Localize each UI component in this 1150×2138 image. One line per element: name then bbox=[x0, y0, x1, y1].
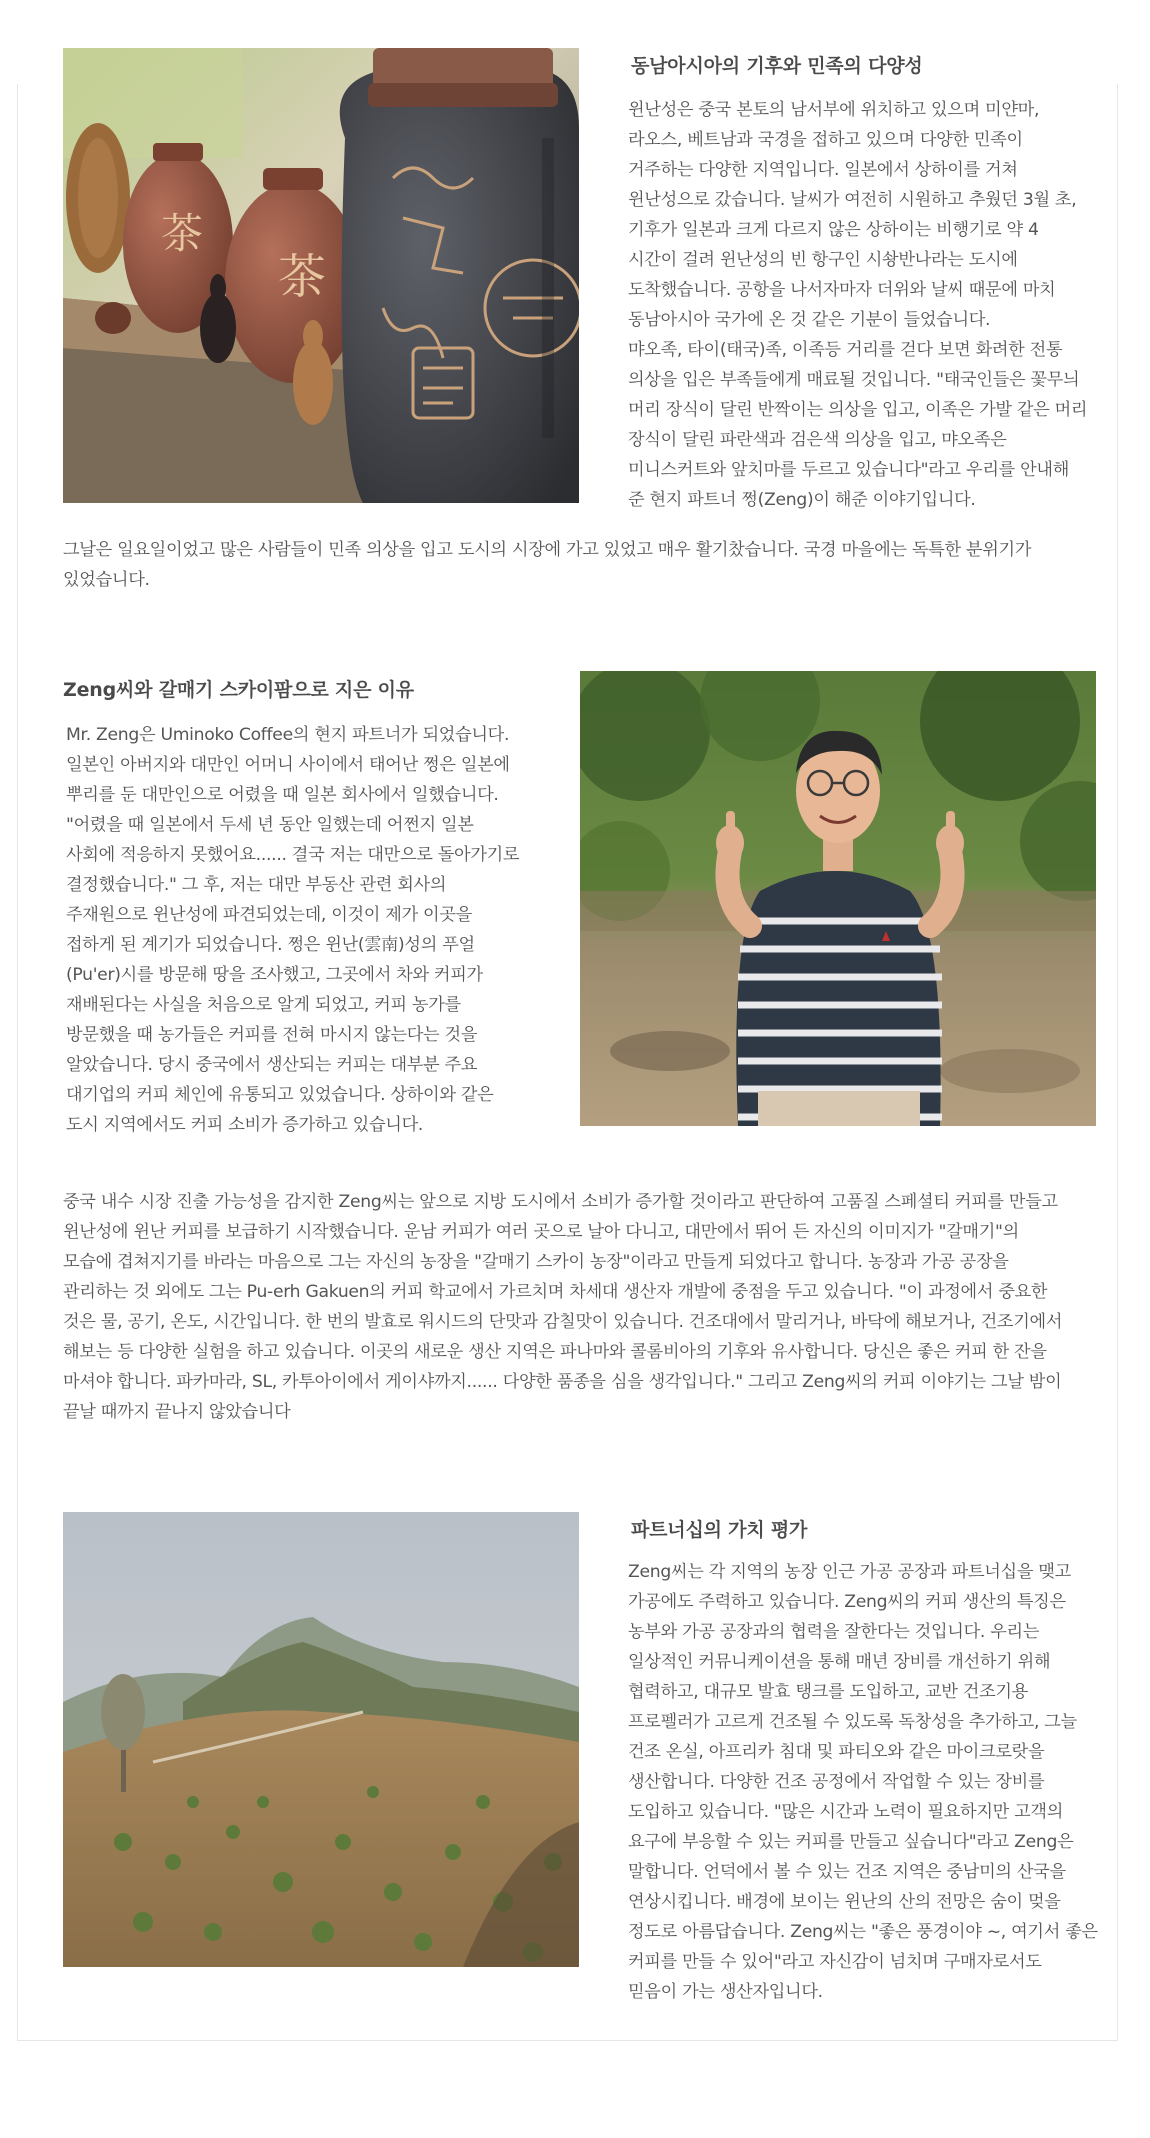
text-line: 생산합니다. 다양한 건조 공정에서 작업할 수 있는 장비를 bbox=[628, 1772, 1045, 1792]
section-1-text bbox=[628, 95, 1087, 515]
text-line: 농부와 가공 공장과의 협력을 잘한다는 것입니다. 우리는 bbox=[628, 1622, 1040, 1642]
text-line: (Pu'er)시를 방문해 땅을 조사했고, 그곳에서 차와 커피가 bbox=[66, 965, 483, 985]
text-line: 가공에도 주력하고 있습니다. Zeng씨의 커피 생산의 특징은 bbox=[628, 1592, 1066, 1612]
text-line: 있었습니다. bbox=[63, 570, 150, 590]
text-line: 말합니다. 언덕에서 볼 수 있는 건조 지역은 중남미의 산국을 bbox=[628, 1862, 1066, 1882]
text-line: 윈난성에 윈난 커피를 보급하기 시작했습니다. 운남 커피가 여러 곳으로 날아 다니고, 대만에서 뛰어 든 자신의 이미지가 "갈매기"의 bbox=[63, 1222, 1019, 1242]
section-3-text bbox=[628, 1557, 1098, 2007]
text-line: 재배된다는 사실을 처음으로 알게 되었고, 커피 농가를 bbox=[66, 995, 461, 1015]
text-line: 중국 내수 시장 진출 가능성을 감지한 Zeng씨는 앞으로 지방 도시에서 소비가 증가할 것이라고 판단하여 고품질 스페셜티 커피를 만들고 bbox=[63, 1192, 1058, 1212]
text-line: 도착했습니다. 공항을 나서자마자 더위와 날씨 때문에 마치 bbox=[628, 280, 1056, 300]
text-line: 일본인 아버지와 대만인 어머니 사이에서 태어난 쩡은 일본에 bbox=[66, 755, 510, 775]
text-line: 그날은 일요일이었고 많은 사람들이 민족 의상을 입고 도시의 시장에 가고 있었고 매우 활기찼습니다. 국경 마을에는 독특한 분위기가 bbox=[63, 540, 1032, 560]
text-line: 요구에 부응할 수 있는 커피를 만들고 싶습니다"라고 Zeng은 bbox=[628, 1832, 1074, 1852]
text-line: 모습에 겹쳐지기를 바라는 마음으로 그는 자신의 농장을 "갈매기 스카이 농장"이라고 만들게 되었다고 합니다. 농장과 가공 공장을 bbox=[63, 1252, 1009, 1272]
text-line: 먀오족, 타이(태국)족, 이족등 거리를 걷다 보면 화려한 전통 bbox=[628, 340, 1063, 360]
zeng-portrait-image bbox=[580, 671, 1096, 1126]
text-line: 준 현지 파트너 쩡(Zeng)이 해준 이야기입니다. bbox=[628, 490, 976, 510]
tea-jars-image bbox=[63, 48, 579, 503]
section-2-title: Zeng씨와 갈매기 스카이팜으로 지은 이유 bbox=[63, 679, 414, 701]
text-line: 주재원으로 윈난성에 파견되었는데, 이것이 제가 이곳을 bbox=[66, 905, 472, 925]
text-line: "어렸을 때 일본에서 두세 년 동안 일했는데 어쩐지 일본 bbox=[66, 815, 474, 835]
text-line: Zeng씨는 각 지역의 농장 인근 가공 공장과 파트너십을 맺고 bbox=[628, 1562, 1071, 1582]
text-line: 뿌리를 둔 대만인으로 어렸을 때 일본 회사에서 일했습니다. bbox=[66, 785, 499, 805]
text-line: 윈난성은 중국 본토의 남서부에 위치하고 있으며 미얀마, bbox=[628, 100, 1040, 120]
text-line: 도입하고 있습니다. "많은 시간과 노력이 필요하지만 고객의 bbox=[628, 1802, 1064, 1822]
text-line: 정도로 아름답습니다. Zeng씨는 "좋은 풍경이야 ~, 여기서 좋은 bbox=[628, 1922, 1098, 1942]
text-line: 기후가 일본과 크게 다르지 않은 상하이는 비행기로 약 4 bbox=[628, 220, 1039, 240]
text-line: 연상시킵니다. 배경에 보이는 윈난의 산의 전망은 숨이 멎을 bbox=[628, 1892, 1061, 1912]
text-line: 일상적인 커뮤니케이션을 통해 매년 장비를 개선하기 위해 bbox=[628, 1652, 1051, 1672]
text-line: 거주하는 다양한 지역입니다. 일본에서 상하이를 거쳐 bbox=[628, 160, 1018, 180]
text-line: 결정했습니다." 그 후, 저는 대만 부동산 관련 회사의 bbox=[66, 875, 447, 895]
svg-text:茶: 茶 bbox=[278, 249, 327, 305]
text-line: 방문했을 때 농가들은 커피를 전혀 마시지 않는다는 것을 bbox=[66, 1025, 478, 1045]
text-line: 마셔야 합니다. 파카마라, SL, 카투아이에서 게이샤까지...... 다양한 품종을 심을 생각입니다." 그리고 Zeng씨의 커피 이야기는 그날 밤이 bbox=[63, 1372, 1062, 1392]
section-3-title: 파트너십의 가치 평가 bbox=[631, 1519, 808, 1541]
text-line: 알았습니다. 당시 중국에서 생산되는 커피는 대부분 주요 bbox=[66, 1055, 478, 1075]
text-line: 건조 온실, 아프리카 침대 및 파티오와 같은 마이크로랏을 bbox=[628, 1742, 1045, 1762]
text-line: 윈난성으로 갔습니다. 날씨가 여전히 시원하고 추웠던 3월 초, bbox=[628, 190, 1077, 210]
text-line: 사회에 적응하지 못했어요...... 결국 저는 대만으로 돌아가기로 bbox=[66, 845, 520, 865]
text-line: 해보는 등 다양한 실험을 하고 있습니다. 이곳의 새로운 생산 지역은 파나마와 콜롬비아의 기후와 유사합니다. 당신은 좋은 커피 한 잔을 bbox=[63, 1342, 1047, 1362]
text-line: 라오스, 베트남과 국경을 접하고 있으며 다양한 민족이 bbox=[628, 130, 1023, 150]
svg-text:茶: 茶 bbox=[161, 209, 204, 258]
text-line: 접하게 된 계기가 되었습니다. 쩡은 윈난(雲南)성의 푸얼 bbox=[66, 935, 475, 955]
text-line: 미니스커트와 앞치마를 두르고 있습니다"라고 우리를 안내해 bbox=[628, 460, 1070, 480]
text-line: 협력하고, 대규모 발효 탱크를 도입하고, 교반 건조기용 bbox=[628, 1682, 1028, 1702]
hillside-farm-image bbox=[63, 1512, 579, 1967]
text-line: Mr. Zeng은 Uminoko Coffee의 현지 파트너가 되었습니다. bbox=[66, 725, 510, 745]
section-2-text bbox=[66, 720, 519, 1140]
text-line: 도시 지역에서도 커피 소비가 증가하고 있습니다. bbox=[66, 1115, 424, 1135]
text-line: 의상을 입은 부족들에게 매료될 것입니다. "태국인들은 꽃무늬 bbox=[628, 370, 1080, 390]
text-line: 끝날 때까지 끝나지 않았습니다 bbox=[63, 1402, 291, 1422]
text-line: 프로펠러가 고르게 건조될 수 있도록 독창성을 추가하고, 그늘 bbox=[628, 1712, 1077, 1732]
text-line: 것은 물, 공기, 온도, 시간입니다. 한 번의 발효로 워시드의 단맛과 감칠맛이 있습니다. 건조대에서 말리거나, 바닥에 해보거나, 건조기에서 bbox=[63, 1312, 1063, 1332]
text-line: 관리하는 것 외에도 그는 Pu-erh Gakuen의 커피 학교에서 가르치며 차세대 생산자 개발에 중점을 두고 있습니다. "이 과정에서 중요한 bbox=[63, 1282, 1048, 1302]
text-line: 시간이 걸려 윈난성의 빈 항구인 시솽반나라는 도시에 bbox=[628, 250, 1018, 270]
section-2-after-text bbox=[63, 1187, 1062, 1427]
text-line: 대기업의 커피 체인에 유통되고 있었습니다. 상하이와 같은 bbox=[66, 1085, 494, 1105]
text-line: 머리 장식이 달린 반짝이는 의상을 입고, 이족은 가발 같은 머리 bbox=[628, 400, 1088, 420]
text-line: 동남아시아 국가에 온 것 같은 기분이 들었습니다. bbox=[628, 310, 991, 330]
section-1-title: 동남아시아의 기후와 민족의 다양성 bbox=[631, 55, 923, 77]
text-line: 커피를 만들 수 있어"라고 자신감이 넘치며 구매자로서도 bbox=[628, 1952, 1042, 1972]
text-line: 믿음이 가는 생산자입니다. bbox=[628, 1982, 823, 2002]
text-line: 장식이 달린 파란색과 검은색 의상을 입고, 먀오족은 bbox=[628, 430, 1007, 450]
section-1-after-text bbox=[63, 535, 1031, 595]
